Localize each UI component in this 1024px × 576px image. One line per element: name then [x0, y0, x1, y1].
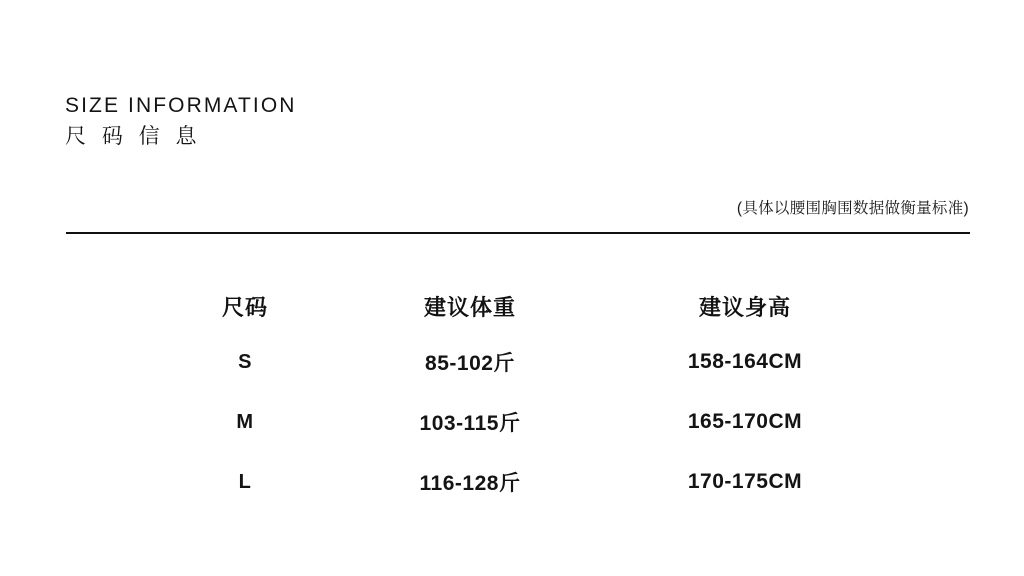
cell-height: 170-175CM	[687, 470, 803, 493]
table-row	[150, 392, 890, 452]
page-title-chinese: 尺 码 信 息	[65, 125, 202, 148]
cell-weight: 116-128斤	[419, 472, 521, 495]
table-row	[150, 452, 890, 512]
table-header-row	[150, 280, 890, 332]
cell-size: M	[236, 410, 254, 433]
column-header-weight: 建议体重	[423, 294, 516, 320]
size-table	[150, 280, 890, 512]
cell-size: L	[238, 470, 252, 493]
page-title-english: SIZE INFORMATION	[65, 94, 297, 117]
table-row	[150, 332, 890, 392]
cell-height: 158-164CM	[687, 350, 803, 373]
measurement-note: (具体以腰围胸围数据做衡量标准)	[736, 200, 969, 217]
cell-height: 165-170CM	[687, 410, 803, 433]
header-block	[65, 92, 297, 154]
header-divider	[66, 232, 970, 234]
cell-weight: 103-115斤	[419, 412, 521, 435]
column-header-size: 尺码	[221, 294, 268, 320]
cell-weight: 85-102斤	[425, 352, 515, 375]
column-header-height: 建议身高	[698, 294, 791, 320]
cell-size: S	[238, 350, 252, 373]
